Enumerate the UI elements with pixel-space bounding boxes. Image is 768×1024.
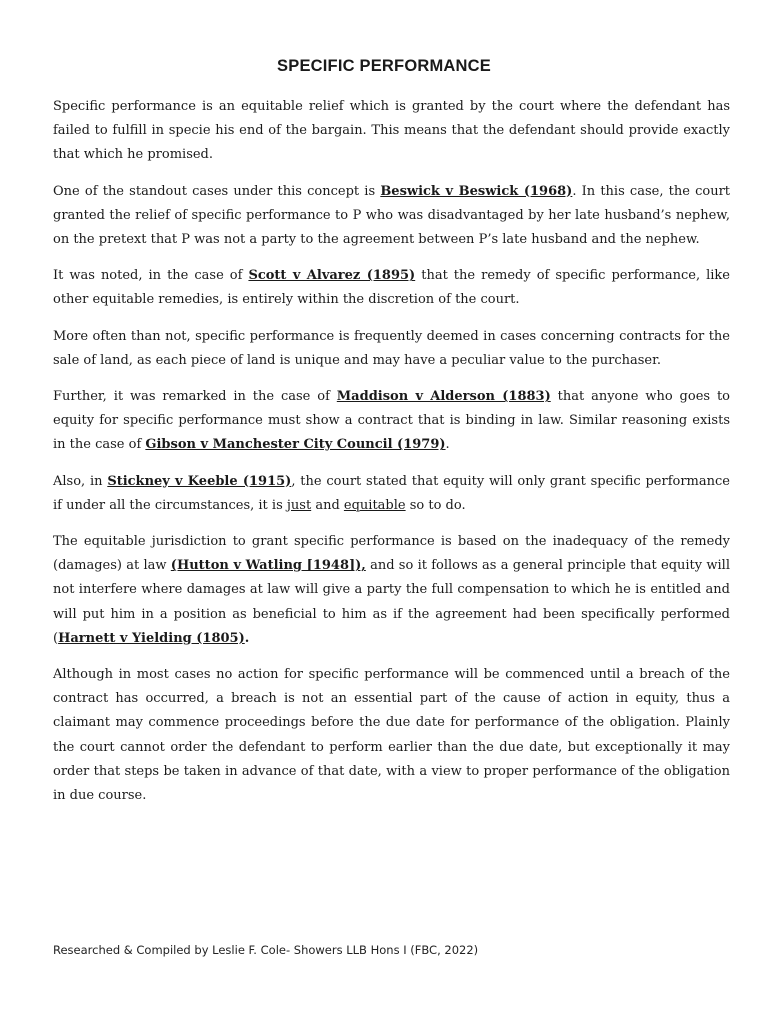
underlined-word-equitable: equitable [343, 497, 406, 513]
paragraph-1-text: Specific performance is an equitable relief which is granted by the court where the defendant has failed to fulfill in specie his end of the bargain. This means that the defendant should provide exactly that which he promised. [53, 99, 730, 163]
paragraph-5-text: Further, it was remarked in the case of [53, 389, 337, 405]
case-citation-harnett: Harnett v Yielding (1805) [58, 630, 245, 646]
paragraph-2-text-end: . In this case, the court granted the relief of specific performance to P who was disadvantaged by her late husband’s nephew, on the pretext that P was not a party to the agreement between P’s late husband and the nephew. [53, 183, 731, 248]
paragraph-4 [53, 325, 730, 373]
paragraph-5 [53, 385, 730, 458]
paragraph-1 [53, 95, 730, 168]
case-citation-stickney: Stickney v Keeble (1915) [107, 473, 292, 489]
paragraph-3-text-end: that the remedy of specific performance, like other equitable remedies, is entirely within the discretion of the court. [53, 268, 731, 308]
paragraph-7-text-end: . [244, 630, 250, 646]
paragraph-6-text: Also, in [53, 473, 108, 489]
paragraph-5-text-end: . [445, 437, 450, 453]
paragraph-6-conjunction: and [311, 497, 344, 513]
paragraph-6-text-middle: , the court stated that equity will only grant specific performance if under all the circumstances, it is [53, 473, 730, 513]
paragraph-6-text-end: so to do. [405, 497, 466, 513]
paragraph-4-text: More often than not, specific performance is frequently deemed in cases concerning contracts for the sale of land, as each piece of land is unique and may have a peculiar value to the purchaser. [53, 328, 730, 368]
document-title: SPECIFIC PERFORMANCE [277, 57, 491, 75]
case-citation-hutton: (Hutton v Watling [1948]), [170, 558, 366, 574]
case-citation-maddison: Maddison v Alderson (1883) [336, 389, 551, 405]
document-body [53, 95, 730, 820]
paragraph-2 [53, 180, 730, 253]
paragraph-2-text: One of the standout cases under this concept is [53, 183, 381, 199]
paragraph-7 [53, 530, 730, 651]
document-footer: Researched & Compiled by Leslie F. Cole- Showers LLB Hons I (FBC, 2022) [53, 943, 479, 957]
paragraph-8 [53, 663, 730, 808]
case-citation-beswick: Beswick v Beswick (1968) [380, 183, 573, 199]
paragraph-3 [53, 264, 730, 312]
paragraph-3-text: It was noted, in the case of [53, 268, 249, 284]
paragraph-7-text: The equitable jurisdiction to grant specific performance is based on the inadequacy of the remedy (damages) at law [53, 534, 730, 574]
underlined-word-just: just [286, 497, 312, 513]
case-citation-scott: Scott v Alvarez (1895) [248, 268, 416, 284]
paragraph-6 [53, 470, 730, 518]
paragraph-8-text: Although in most cases no action for specific performance will be commenced until a breach of the contract has occurred, a breach is not an essential part of the cause of action in equity, thus a claimant may commence proceedings before the due date for performance of the obligation. Plainly the court cannot order the defendant to perform earlier than the due date, but exceptionally it may order that steps be taken in advance of that date, with a view to proper performance of the obligation in due course. [53, 667, 730, 804]
paragraph-7-text-middle: and so it follows as a general principle that equity will not interfere where damages at law will give a party the full compensation to which he is entitled and will put him in a position as beneficial to him as if the agreement had been specifically performed ( [53, 558, 730, 646]
case-citation-gibson: Gibson v Manchester City Council (1979) [145, 437, 446, 453]
paragraph-5-text-middle: that anyone who goes to equity for specific performance must show a contract that is binding in law. Similar reasoning exists in the case of [53, 389, 730, 453]
